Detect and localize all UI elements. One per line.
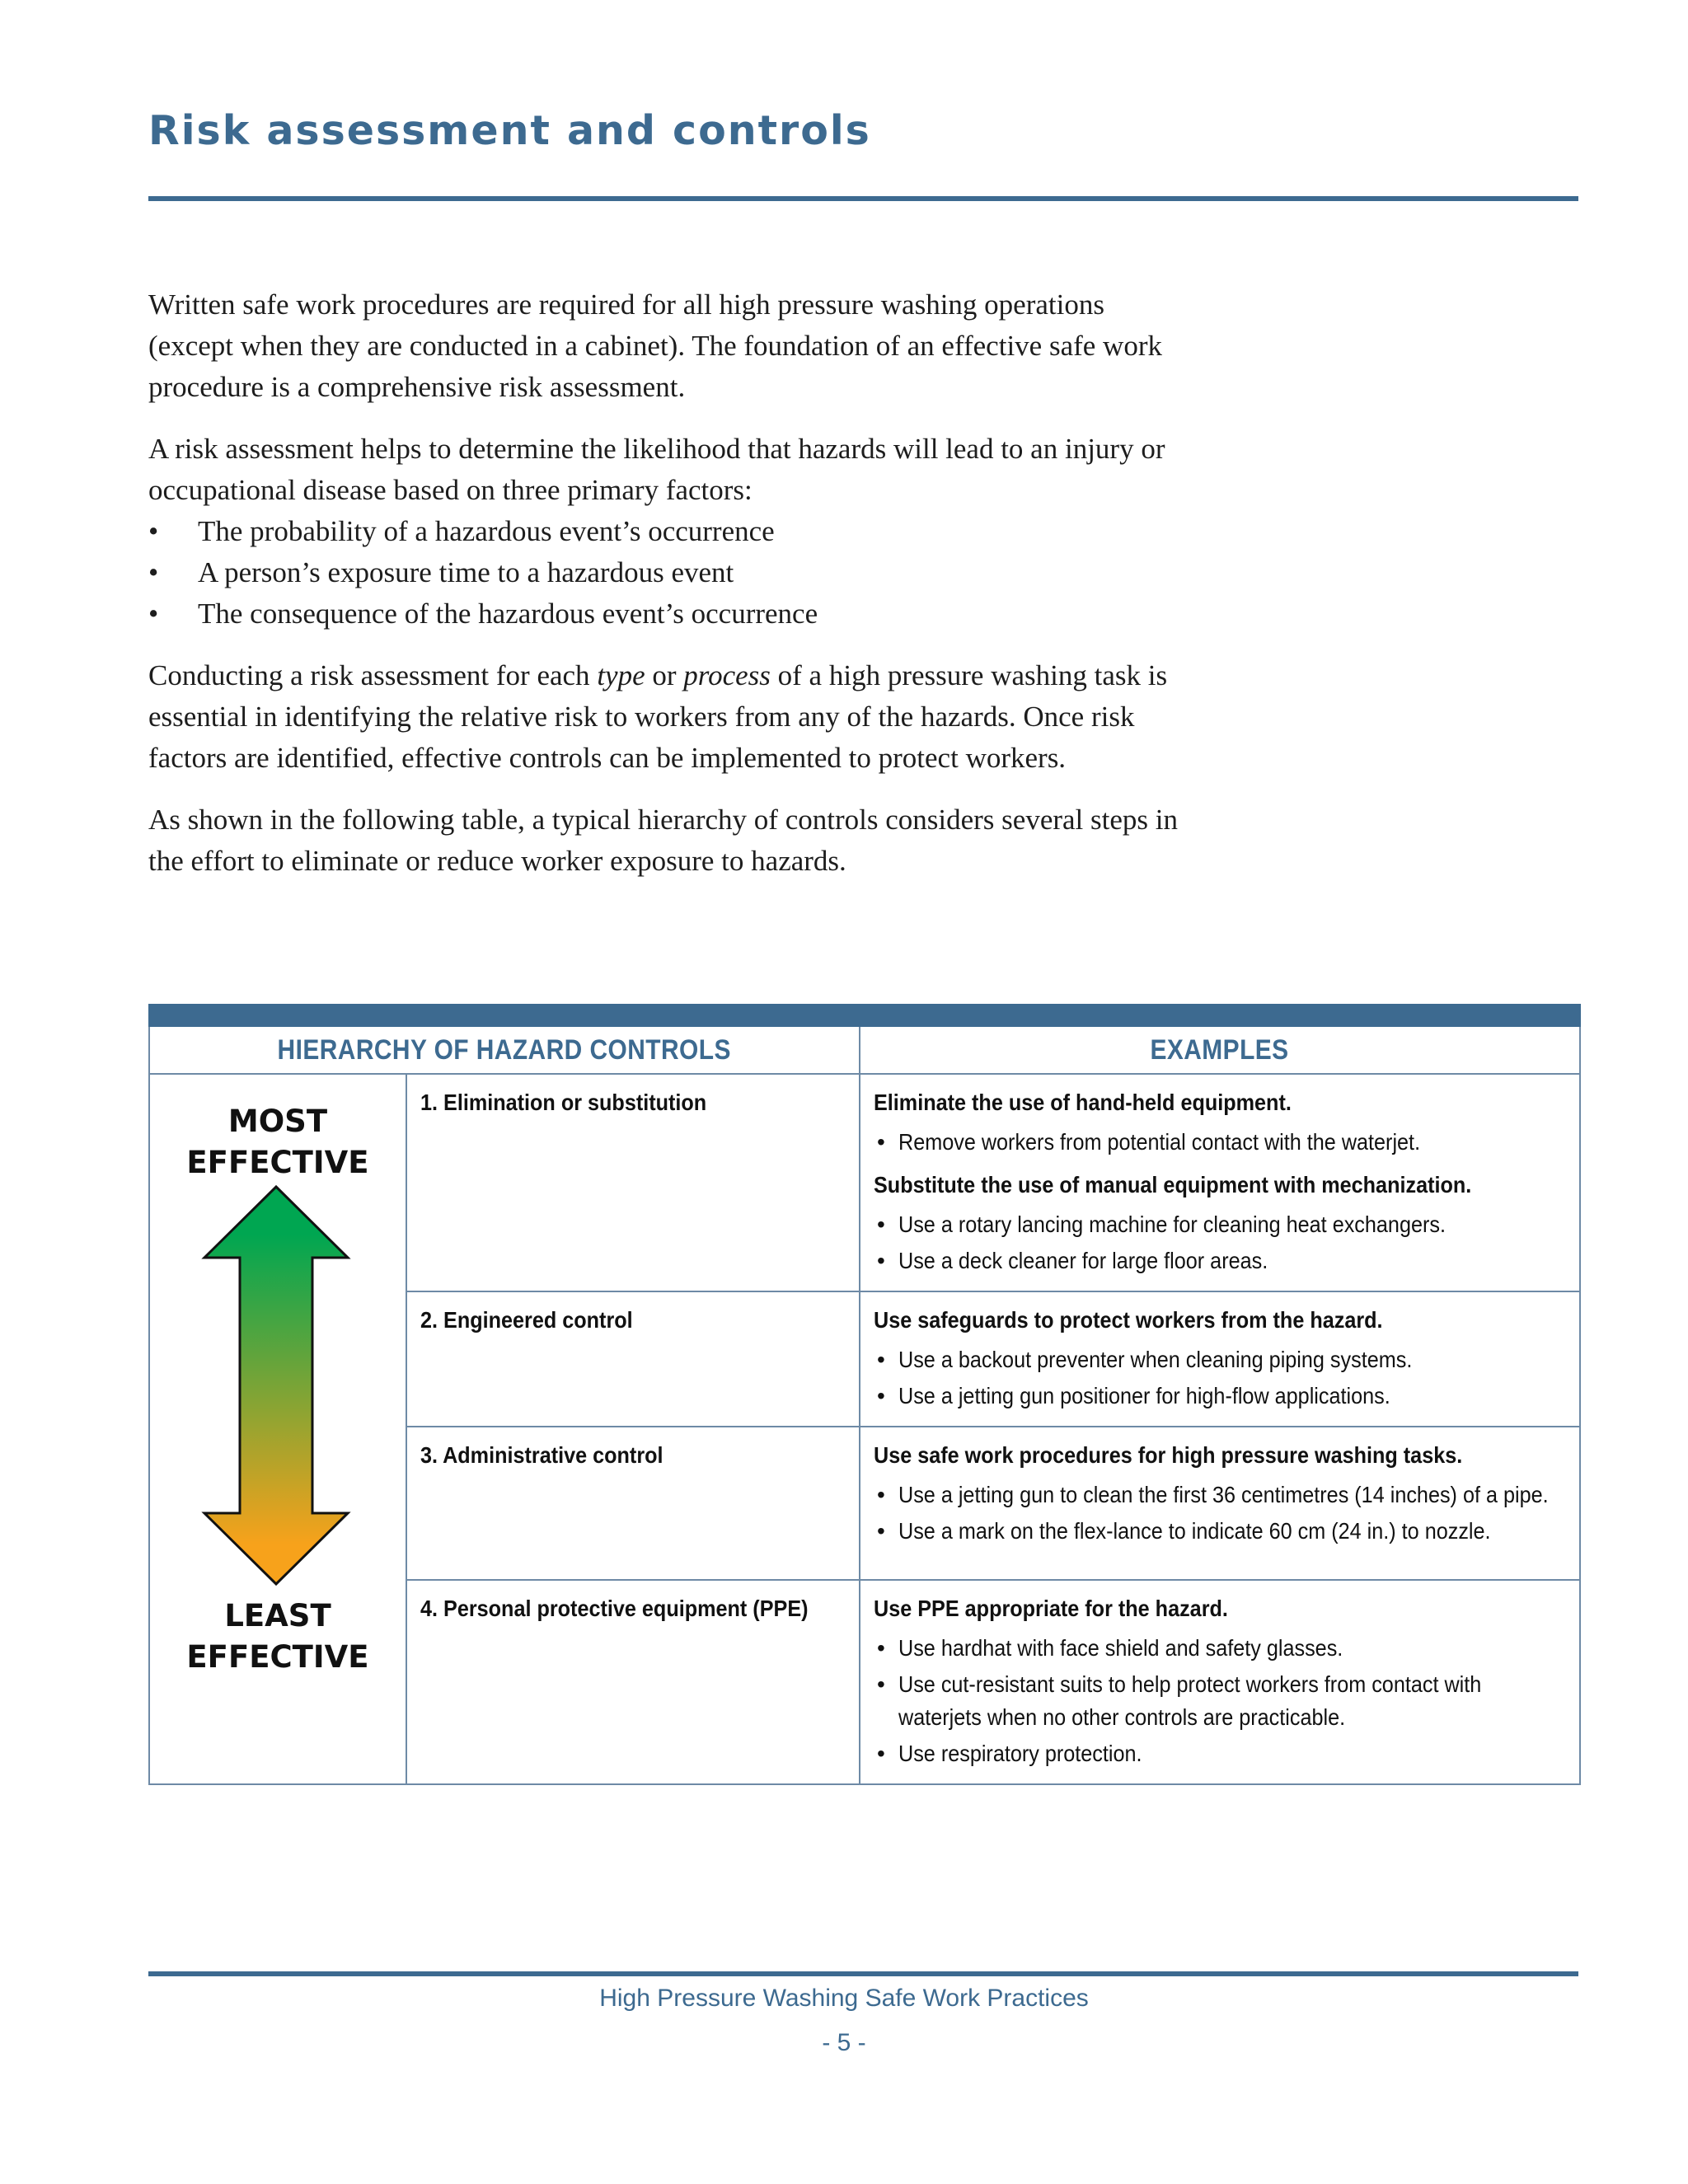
control-level-4: 4. Personal protective equipment (PPE) [406, 1580, 860, 1784]
page-number: - 5 - [822, 2029, 866, 2056]
list-item: • The consequence of the hazardous event’s occurrence [148, 593, 1179, 635]
list-item: • Use a deck cleaner for large floor areas. [874, 1244, 1566, 1277]
bullet-icon: • [148, 556, 159, 588]
list-item: • Use cut-resistant suits to help protect workers from contact with waterjets when no other controls are practicable. [874, 1668, 1566, 1734]
table-row [149, 1074, 1580, 1291]
bullet-icon: • [877, 1741, 885, 1766]
example-heading: Use safe work procedures for high pressure washing tasks. [874, 1442, 1463, 1468]
control-level-1: 1. Elimination or substitution [406, 1074, 860, 1291]
paragraph-1: Written safe work procedures are required for all high pressure washing operations (except when they are conducted in a cabinet). The foundation of an effective safe work procedure is a comprehensive risk assessment. [148, 288, 1162, 403]
list-item: • A person’s exposure time to a hazardous event [148, 552, 1179, 593]
bullet-icon: • [877, 1635, 885, 1661]
list-item: • Use a jetting gun to clean the first 36 centimetres (14 inches) of a pipe. [874, 1479, 1566, 1511]
page-title: Risk assessment and controls [148, 107, 871, 154]
least-effective-label: LEAST EFFECTIVE [186, 1598, 369, 1675]
bullet-icon: • [148, 598, 159, 630]
list-item: • Use a jetting gun positioner for high-flow applications. [874, 1380, 1566, 1413]
bullet-icon: • [877, 1482, 885, 1507]
list-item: • Use a backout preventer when cleaning piping systems. [874, 1343, 1566, 1376]
emphasis-type: type [597, 659, 645, 691]
example-heading: Use PPE appropriate for the hazard. [874, 1596, 1228, 1621]
header-examples: EXAMPLES [860, 1026, 1580, 1074]
example-heading: Eliminate the use of hand-held equipment. [874, 1090, 1292, 1115]
list-item: • Use a rotary lancing machine for cleaning heat exchangers. [874, 1208, 1566, 1241]
effectiveness-scale [149, 1074, 406, 1784]
example-heading: Substitute the use of manual equipment with mechanization. [874, 1172, 1472, 1197]
header-rule [148, 196, 1578, 201]
examples-2 [860, 1291, 1580, 1427]
list-item: • Use respiratory protection. [874, 1737, 1566, 1770]
control-level-2: 2. Engineered control [406, 1291, 860, 1427]
list-item: • Use a mark on the flex-lance to indicate 60 cm (24 in.) to nozzle. [874, 1515, 1566, 1548]
bullet-icon: • [877, 1518, 885, 1544]
bullet-icon: • [148, 515, 159, 547]
list-item: • Remove workers from potential contact with the waterjet. [874, 1126, 1566, 1159]
paragraph-2: A risk assessment helps to determine the likelihood that hazards will lead to an injury or occupational disease based on three primary factors: [148, 433, 1165, 506]
list-item: • The probability of a hazardous event’s occurrence [148, 511, 1179, 552]
list-item: • Use hardhat with face shield and safety glasses. [874, 1632, 1566, 1665]
body-text [148, 284, 1179, 902]
emphasis-process: process [683, 659, 771, 691]
bullet-icon: • [877, 1671, 885, 1697]
bullet-icon: • [877, 1212, 885, 1237]
bullet-icon: • [877, 1248, 885, 1273]
most-effective-label: MOST EFFECTIVE [186, 1104, 369, 1180]
hazard-controls-table [148, 1004, 1581, 1785]
factor-list [148, 511, 1179, 635]
examples-4 [860, 1580, 1580, 1784]
bullet-icon: • [877, 1383, 885, 1408]
footer-title: High Pressure Washing Safe Work Practices [599, 1985, 1089, 2012]
footer-rule [148, 1971, 1578, 1976]
bullet-icon: • [877, 1129, 885, 1155]
example-heading: Use safeguards to protect workers from the hazard. [874, 1307, 1383, 1333]
header-hierarchy: HIERARCHY OF HAZARD CONTROLS [149, 1026, 860, 1074]
examples-1 [860, 1074, 1580, 1291]
double-arrow-icon [199, 1183, 353, 1587]
paragraph-4: As shown in the following table, a typical hierarchy of controls considers several steps in the effort to eliminate or reduce worker exposure to hazards. [148, 804, 1178, 877]
examples-3 [860, 1427, 1580, 1580]
table-header-row [149, 1026, 1580, 1074]
control-level-3: 3. Administrative control [406, 1427, 860, 1580]
table-top-bar [149, 1005, 1580, 1026]
bullet-icon: • [877, 1347, 885, 1372]
paragraph-3: Conducting a risk assessment for each type or process of a high pressure washing task is essential in identifying the relative risk to workers from any of the hazards. Once risk factors are identified, effective controls can be implemented to protect workers. [148, 659, 1168, 774]
